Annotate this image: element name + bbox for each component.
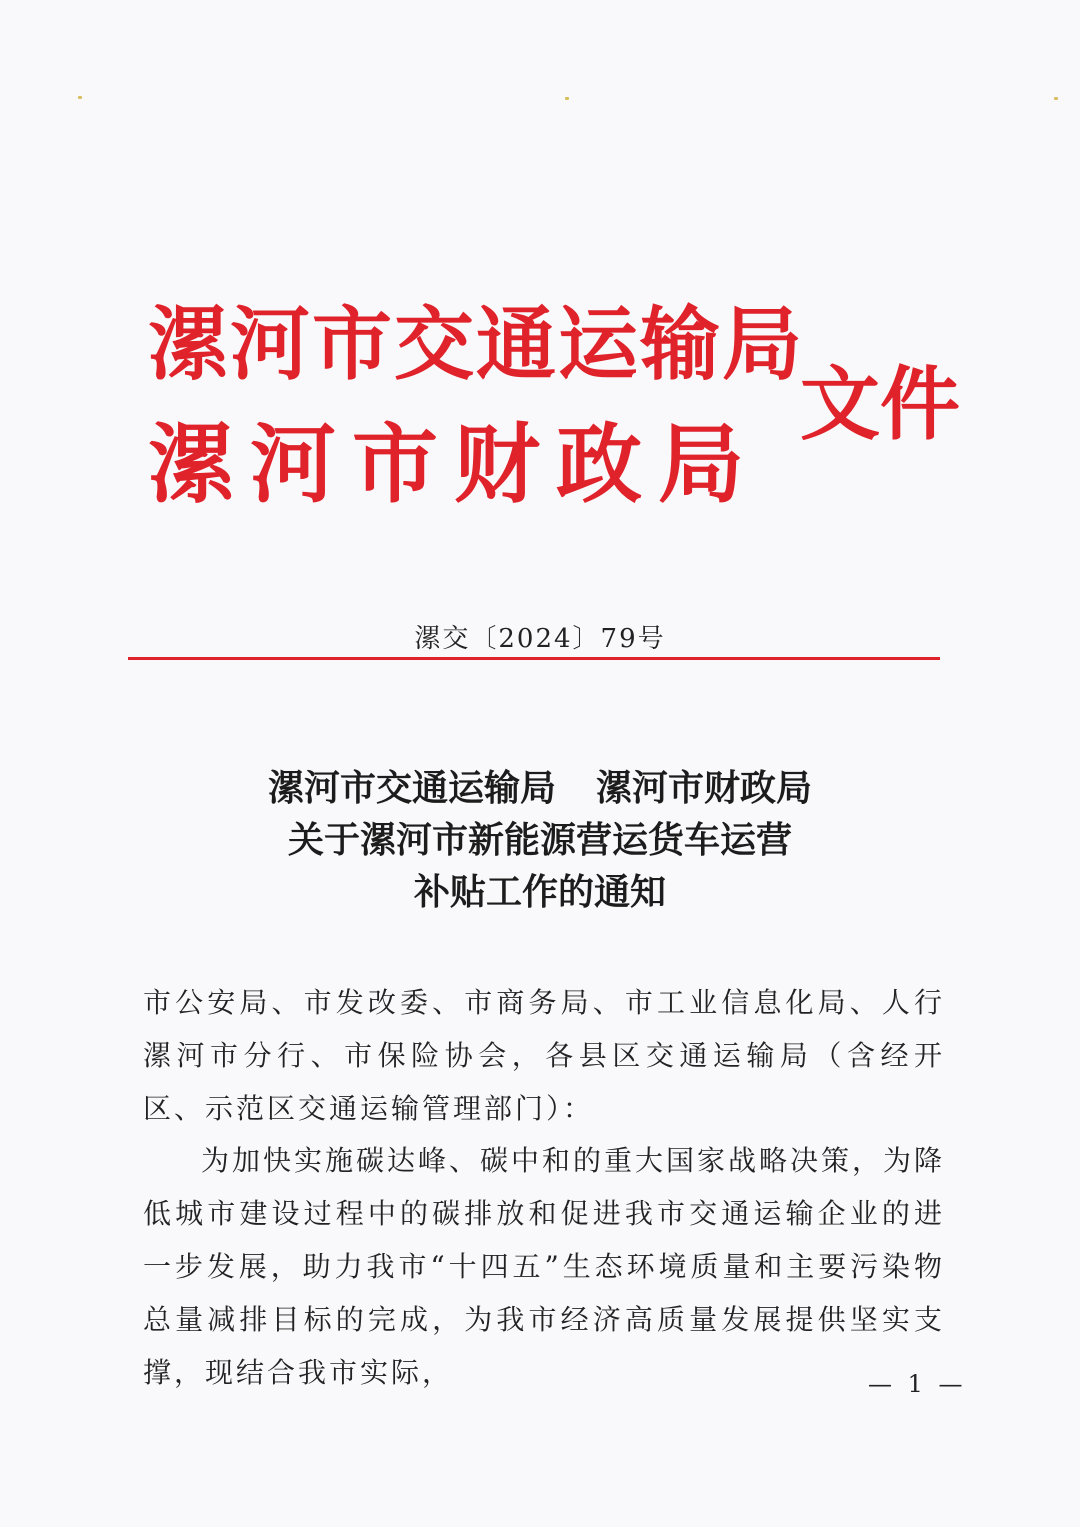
title-issuer-left: 漯河市交通运输局 (267, 767, 556, 809)
notice-title-line-2: 关于漯河市新能源营运货车运营 (287, 819, 792, 861)
issuer-line-2: 漯河市财政局 (148, 414, 760, 515)
scan-speck (1054, 97, 1058, 100)
issuer-line-1: 漯河市交通运输局 (148, 297, 804, 391)
notice-title-line-3: 补贴工作的通知 (413, 871, 666, 913)
red-divider (128, 657, 940, 660)
scan-speck (565, 97, 569, 100)
document-number: 漯交〔2024〕79号 (414, 624, 666, 654)
body-paragraph-1: 为加快实施碳达峰、碳中和的重大国家战略决策，为降低城市建设过程中的碳排放和促进我市交通运输企业的进一步发展，助力我市“十四五”生态环境质量和主要污染物总量减排目标的完成，为我市经济高质量发展提供坚实支撑，现结合我市实际， (143, 1144, 946, 1389)
notice-title-line-1 (0, 762, 1080, 814)
recipients-paragraph: 市公安局、市发改委、市商务局、市工业信息化局、人行漯河市分行、市保险协会，各县区交通运输局（含经开区、示范区交通运输管理部门）： (143, 986, 945, 1125)
scan-speck (78, 96, 82, 99)
page-number: — 1 — (868, 1370, 967, 1398)
title-issuer-right: 漯河市财政局 (596, 767, 813, 809)
document-word: 文件 (800, 357, 960, 451)
